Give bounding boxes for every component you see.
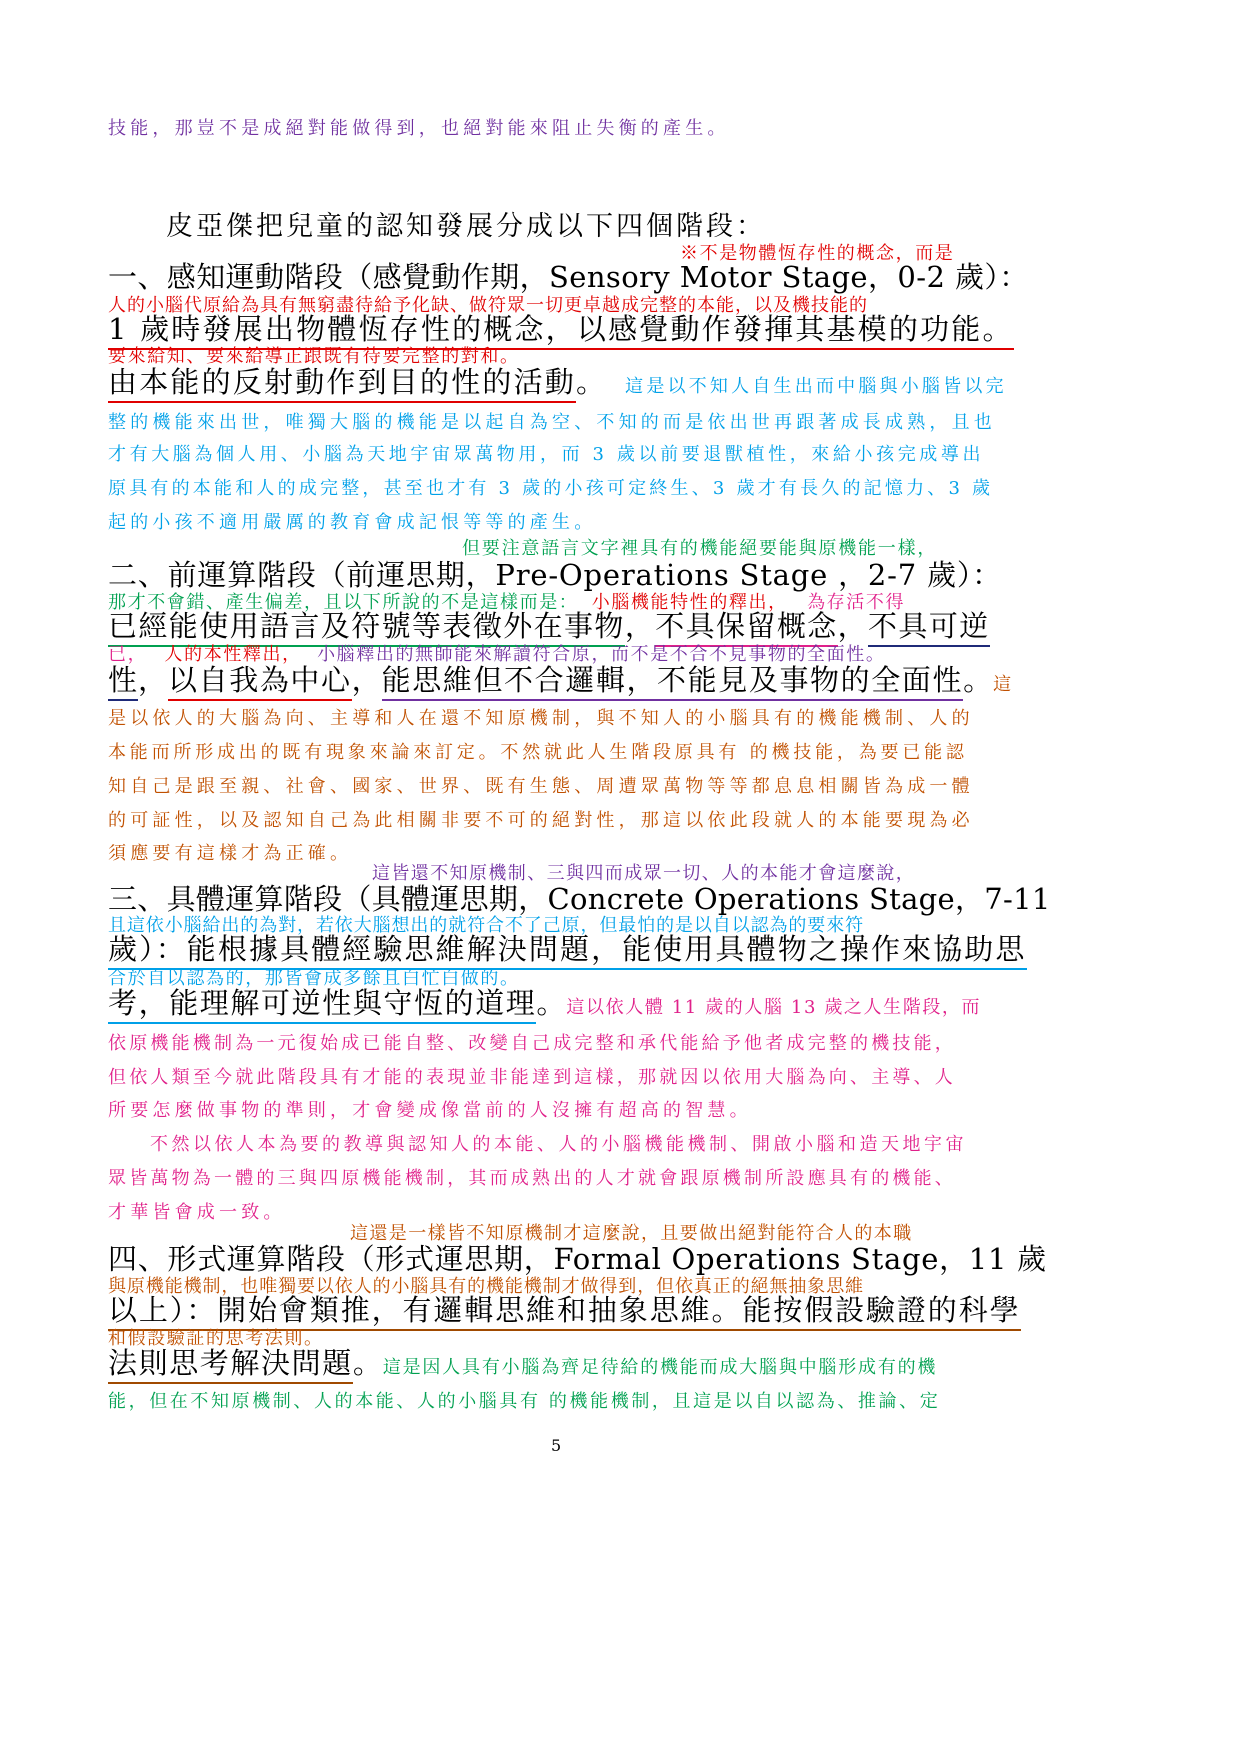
- stage4-annotation-top: 這還是一樣皆不知原機制才這麼說，且要做出絕對能符合人的本職: [350, 1223, 913, 1244]
- stage2-annotation-1b: 小腦機能特性的釋出，: [591, 592, 788, 613]
- comma: ，: [138, 663, 169, 697]
- stage3-comment-line: 但依人類至今就此階段具有才能的表現並非能達到這樣，那就因以依用大腦為向、主導、人: [108, 1067, 956, 1088]
- stage2-line2-c: 不具保留概念: [655, 609, 837, 647]
- stage1-line2: 1 歲時發展出物體恆存性的概念，以感覺動作發揮其基模的功能。: [108, 312, 1014, 350]
- stage2-annotation-1a: 那才不會錯、產生偏差，且以下所說的不是這樣而是：: [108, 592, 579, 613]
- stage4-annotation-2: 和假設驗証的思考法則。: [108, 1328, 324, 1349]
- stage1-comment-line: 整的機能來出世，唯獨大腦的機能是以起自為空、不知的而是依出世再跟著成長成熟，且也: [108, 412, 996, 433]
- section-heading: 皮亞傑把兒童的認知發展分成以下四個階段：: [166, 211, 766, 242]
- stage4-title: 四、形式運算階段（形式運思期，Formal Operations Stage，11 歲: [108, 1242, 1047, 1276]
- stage2-comment-line: 本能而所形成出的既有現象來論來訂定。不然就此人生階段原具有 的機技能，為要已能認: [108, 742, 968, 763]
- stage3-annotation-1: 且這依小腦給出的為對，若依大腦想出的就符合不了己原，但最怕的是以自以認為的要來符: [108, 915, 864, 936]
- stage4-line2: 以上）：開始會類推，有邏輯思維和抽象思維。能按假設驗證的科學: [108, 1293, 1021, 1331]
- stage2-comment-line: 的可証性，以及認知自己為此相關非要不可的絕對性，那這以依此段就人的本能要現為必: [108, 810, 974, 831]
- stage2-line3-e: 能思維但不合邏輯，不能見及事物的全面性: [382, 663, 963, 701]
- stage2-comment-line: 是以依人的大腦為向、主導和人在還不知原機制，與不知人的小腦具有的機能機制、人的: [108, 708, 974, 729]
- stage2-comment-start: 這: [993, 674, 1012, 695]
- period: 。: [352, 1346, 383, 1380]
- period: 。: [536, 986, 567, 1020]
- stage4-comment-line: 能，但在不知原機制、人的本能、人的小腦具有 的機能機制，且這是以自以認為、推論、定: [108, 1391, 941, 1412]
- comma: ，: [624, 609, 656, 643]
- stage1-comment-line: 起的小孩不適用嚴厲的教育會成記恨等等的產生。: [108, 512, 597, 533]
- stage3-line3: 考，能理解可逆性與守恆的道理: [108, 986, 536, 1024]
- stage1-line3-punct: 。: [576, 365, 607, 399]
- stage3-paragraph-line: 不然以依人本為要的教導與認知人的本能、人的小腦機能機制、開啟小腦和造天地宇宙: [150, 1134, 967, 1155]
- stage1-annotation-top: ※不是物體恆存性的概念，而是: [680, 243, 955, 264]
- stage3-comment-start: 這以依人體 11 歲的人腦 13 歲之人生階段，而: [566, 997, 982, 1018]
- stage2-annotation-1c: 為存活不得: [807, 592, 906, 613]
- stage4-comment-start: 這是因人具有小腦為齊足待給的機能而成大腦與中腦形成有的機: [382, 1357, 938, 1378]
- stage3-line2: 歲）：能根據具體經驗思維解決問題，能使用具體物之操作來協助思: [108, 932, 1027, 970]
- stage4-annotation-1: 與原機能機制，也唯獨要以依人的小腦具有的機能機制才做得到，但依真正的絕無抽象思維: [108, 1276, 864, 1297]
- stage2-comment-line: 知自己是跟至親、社會、國家、世界、既有生態、周遭眾萬物等等都息息相關皆為成一體: [108, 776, 974, 797]
- stage3-annotation-top: 這皆還不知原機制、三與四而成眾一切、人的本能才會這麼說，: [372, 863, 916, 884]
- period: 。: [963, 663, 994, 697]
- stage2-annotation-2b: 人的本性釋出，: [164, 644, 302, 665]
- stage3-paragraph-line: 才華皆會成一致。: [108, 1202, 286, 1223]
- stage2-line2-e: 不具可逆: [868, 609, 990, 647]
- stage2-annotation-top: 但要注意語言文字裡具有的機能絕要能與原機能一樣，: [462, 538, 938, 559]
- stage2-line3-a: 性: [108, 663, 138, 701]
- comma: ，: [351, 663, 382, 697]
- intro-line: 技能，那豈不是成絕對能做得到，也絕對能來阻止失衡的產生。: [108, 118, 730, 139]
- stage4-line3: 法則思考解決問題: [108, 1346, 353, 1384]
- stage1-annotation-1: 人的小腦代原給為具有無窮盡待給予化缺、做符眾一切更卓越成完整的本能，以及機技能的: [108, 295, 868, 316]
- page-number: 5: [551, 1436, 562, 1455]
- stage3-comment-line: 所要怎麼做事物的準則，才會變成像當前的人沒擁有超高的智慧。: [108, 1100, 752, 1121]
- stage1-comment-line: 才有大腦為個人用、小腦為天地宇宙眾萬物用，而 3 歲以前要退獸植性，來給小孩完成導出: [108, 444, 985, 465]
- stage2-annotation-2c: 小腦釋出的無師能來解讀符合原，而不是不合不見事物的全面性。: [317, 644, 886, 665]
- stage3-annotation-2: 合於自以認為的，那皆會成多餘且白忙白做的。: [108, 968, 520, 989]
- stage1-line3: 由本能的反射動作到目的性的活動: [108, 365, 576, 403]
- stage2-title: 二、前運算階段（前運思期，Pre-Operations Stage ，2-7 歲）：: [108, 558, 1002, 592]
- stage2-annotation-2a: 已，: [108, 644, 148, 665]
- stage3-comment-line: 依原機能機制為一元復始成已能自整、改變自己成完整和承代能給予他者成完整的機技能，: [108, 1033, 956, 1054]
- stage3-paragraph-line: 眾皆萬物為一體的三與四原機能機制，其而成熟出的人才就會跟原機制所設應具有的機能、: [108, 1168, 956, 1189]
- stage1-comment-line: 原具有的本能和人的成完整，甚至也才有 3 歲的小孩可定終生、3 歲才有長久的記憶力、3 歲: [108, 478, 994, 499]
- stage1-annotation-2: 要來給知、要來給導正跟既有待要完整的對和。: [108, 346, 520, 367]
- comma: ，: [837, 609, 869, 643]
- stage3-title: 三、具體運算階段（具體運思期，Concrete Operations Stage，7-11: [108, 882, 1051, 916]
- stage1-title: 一、感知運動階段（感覺動作期，Sensory Motor Stage，0-2 歲）：: [108, 260, 1029, 294]
- stage2-line2-a: 已經能使用語言及符號等表徵外在事物: [108, 609, 625, 647]
- stage2-comment-line: 須應要有這樣才為正確。: [108, 843, 353, 864]
- stage1-comment-start: 這是以不知人自生出而中腦與小腦皆以完: [625, 376, 1007, 397]
- stage2-line3-c: 以自我為中心: [168, 663, 352, 701]
